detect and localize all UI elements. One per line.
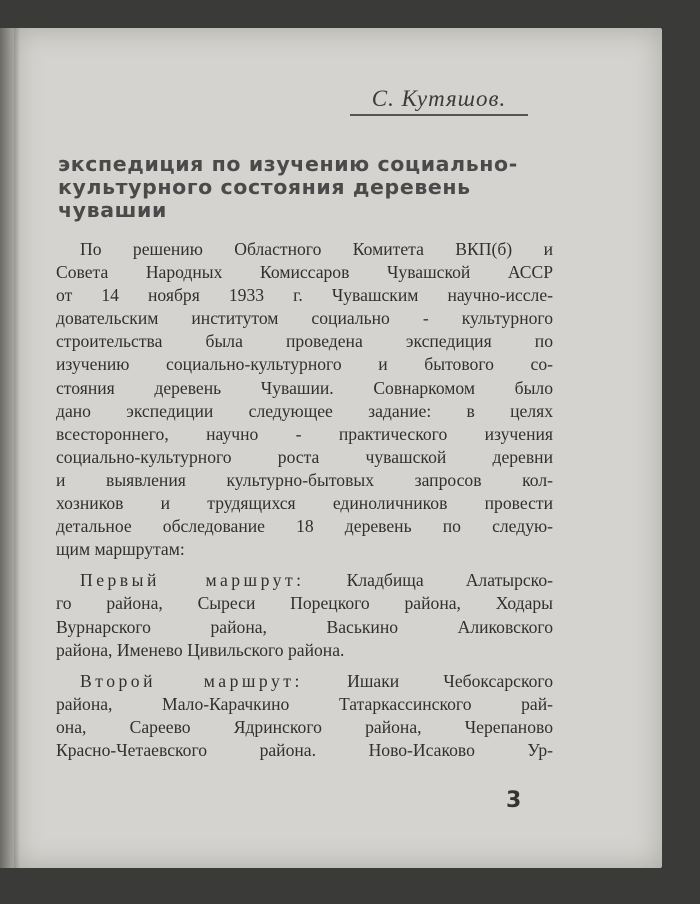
body-line: Совета Народных Комиссаров Чувашской АССР [56,262,553,283]
body-line: социально-культурного роста чувашской деревни [56,446,553,467]
body-line: стояния деревень Чувашии. Совнаркомом было [56,377,553,398]
route-line: го района, Сыреси Порецкого района, Ходары [56,593,553,614]
route-text: Кладбища Алатырско- [346,570,553,591]
body-line: всестороннего, научно - практического изучения [56,423,553,444]
body-line: дано экспедиции следующее задание: в целях [56,400,553,421]
route-line: Вурнарского района, Васькино Аликовского [56,616,553,637]
body-line: от 14 ноября 1933 г. Чувашским научно-иссле- [56,285,553,306]
route-line: района, Мало-Карачкино Татаркассинского рай- [56,693,553,714]
author-name: С. Кутяшов. [350,86,528,116]
body-line: детальное обследование 18 деревень по следую- [56,516,553,537]
route-label: Второй маршрут: [80,670,303,691]
body-line: довательским институтом социально - культурного [56,308,553,329]
route-line: Красно-Четаевского района. Ново-Исаково Ур- [56,739,553,760]
body-line: хозников и трудящихся единоличников провести [56,493,553,514]
article-title [58,153,558,222]
route-line: она, Сареево Ядринского района, Черепаново [56,716,553,737]
title-line: чувашии [58,198,167,222]
article-body [56,238,553,762]
route-line: района, Именево Цивильского района. [56,639,345,660]
title-line: экспедиция по изучению социально- [58,152,518,176]
body-line: строительства была проведена экспедиция по [56,331,553,352]
body-line: и выявления культурно-бытовых запросов кол- [56,469,553,490]
body-line: щим маршрутам: [56,539,185,560]
page-number: 3 [506,788,522,813]
body-line: изучению социально-культурного и бытового со- [56,354,553,375]
route-line [56,569,553,592]
route-line [56,670,553,693]
route-text: Ишаки Чебоксарского [347,670,553,691]
body-line: По решению Областного Комитета ВКП(б) и [80,239,553,259]
title-line: культурного состояния деревень [58,175,471,199]
route-label: Первый маршрут: [80,570,305,591]
